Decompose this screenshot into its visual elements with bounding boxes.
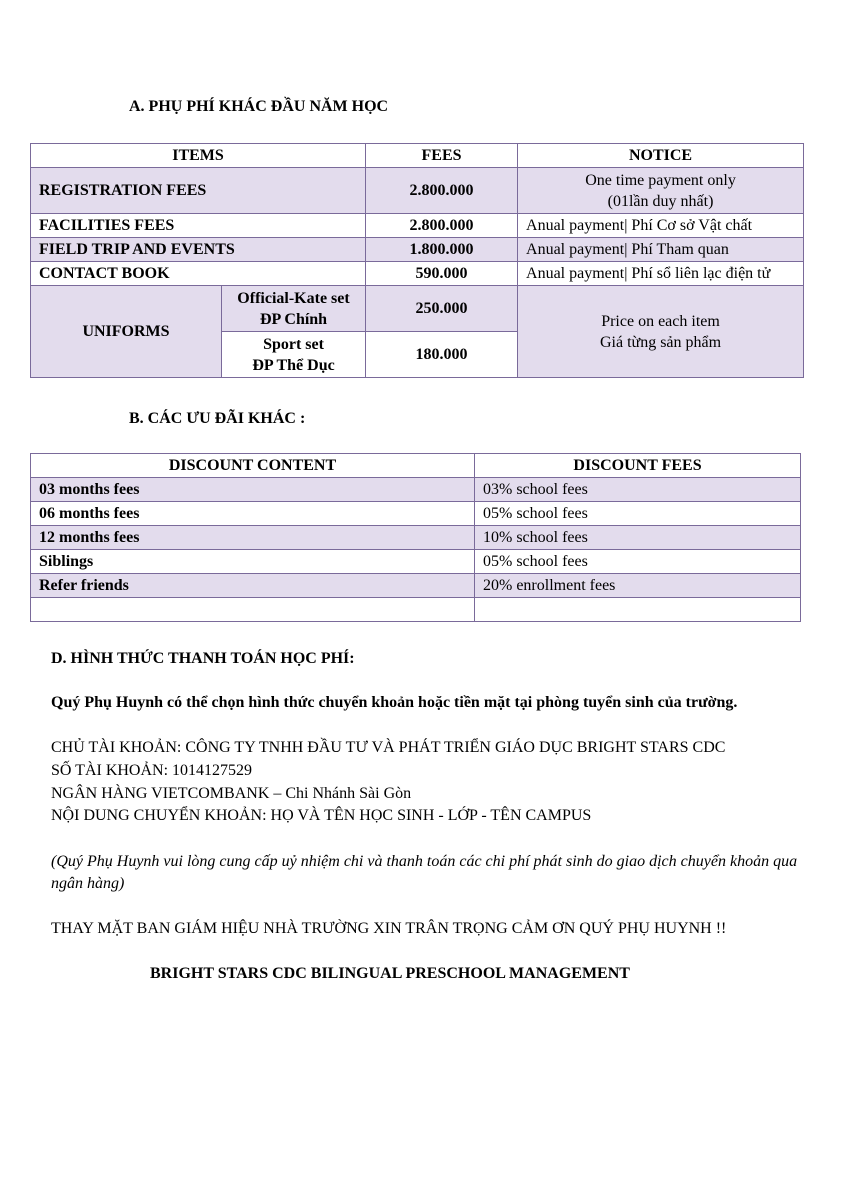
table-row-empty	[31, 598, 801, 622]
uniform-sport-line: ĐP Thể Dục	[252, 356, 335, 374]
table-row	[31, 168, 804, 214]
uniforms-notice-line: Giá từng sản phẩm	[599, 333, 722, 351]
section-a-title: A. PHỤ PHÍ KHÁC ĐẦU NĂM HỌC	[129, 98, 389, 115]
header-discount-fees: DISCOUNT FEES	[475, 454, 801, 478]
fee-cell: 590.000	[366, 262, 518, 286]
fee-cell: 1.800.000	[366, 238, 518, 262]
signature-line: BRIGHT STARS CDC BILINGUAL PRESCHOOL MANAGEMENT	[150, 965, 630, 982]
notice-line: One time payment only	[585, 171, 736, 189]
discount-content-cell: Siblings	[31, 550, 475, 574]
table-row	[31, 238, 804, 262]
account-number: SỐ TÀI KHOẢN: 1014127529	[51, 762, 253, 779]
notice-cell: Anual payment| Phí Cơ sở Vật chất	[518, 214, 804, 238]
discount-fee-cell: 10% school fees	[475, 526, 801, 550]
discount-content-cell: 06 months fees	[31, 502, 475, 526]
table-row	[31, 262, 804, 286]
item-cell: FIELD TRIP AND EVENTS	[31, 238, 366, 262]
notice-cell	[518, 168, 804, 214]
payment-intro: Quý Phụ Huynh có thể chọn hình thức chuyển khoản hoặc tiền mặt tại phòng tuyển sinh của trường.	[51, 694, 738, 711]
table-row	[31, 550, 801, 574]
table-row	[31, 502, 801, 526]
uniform-official-line: ĐP Chính	[259, 310, 328, 328]
bank-name: NGÂN HÀNG VIETCOMBANK – Chi Nhánh Sài Gòn	[51, 785, 412, 802]
table-row	[31, 574, 801, 598]
payment-note: (Quý Phụ Huynh vui lòng cung cấp uỷ nhiệm chi và thanh toán các chi phí phát sinh do giao dịch chuyển khoản qua ngân hàng)	[51, 853, 798, 892]
table-row-uniform-official	[31, 286, 804, 332]
uniforms-label: UNIFORMS	[31, 286, 222, 378]
discount-table-header	[31, 454, 801, 478]
header-items: ITEMS	[31, 144, 366, 168]
table-row	[31, 214, 804, 238]
account-owner: CHỦ TÀI KHOẢN: CÔNG TY TNHH ĐẦU TƯ VÀ PHÁT TRIỂN GIÁO DỤC BRIGHT STARS CDC	[51, 739, 726, 756]
notice-line: (01lần duy nhất)	[607, 192, 714, 210]
header-discount-content: DISCOUNT CONTENT	[31, 454, 475, 478]
discount-content-cell: Refer friends	[31, 574, 475, 598]
discount-content-cell: 12 months fees	[31, 526, 475, 550]
uniform-sport-cell	[222, 332, 366, 378]
section-b-title: B. CÁC ƯU ĐÃI KHÁC :	[129, 410, 306, 427]
discount-fee-cell	[475, 598, 801, 622]
discount-fee-cell: 05% school fees	[475, 550, 801, 574]
discount-fee-cell: 05% school fees	[475, 502, 801, 526]
section-d-title: D. HÌNH THỨC THANH TOÁN HỌC PHÍ:	[51, 650, 355, 667]
uniform-sport-line: Sport set	[263, 335, 324, 353]
fees-table-header	[31, 144, 804, 168]
table-row	[31, 478, 801, 502]
item-cell: FACILITIES FEES	[31, 214, 366, 238]
discount-table	[30, 453, 801, 622]
discount-fee-cell: 20% enrollment fees	[475, 574, 801, 598]
notice-cell: Anual payment| Phí sổ liên lạc điện tử	[518, 262, 804, 286]
thanks-line: THAY MẶT BAN GIÁM HIỆU NHÀ TRƯỜNG XIN TRÂN TRỌNG CẢM ƠN QUÝ PHỤ HUYNH !!	[51, 920, 727, 937]
fee-cell: 2.800.000	[366, 214, 518, 238]
discount-fee-cell: 03% school fees	[475, 478, 801, 502]
discount-content-cell	[31, 598, 475, 622]
fees-table	[30, 143, 804, 378]
uniform-sport-fee: 180.000	[366, 332, 518, 378]
uniforms-notice	[518, 286, 804, 378]
header-fees: FEES	[366, 144, 518, 168]
uniform-official-fee: 250.000	[366, 286, 518, 332]
uniform-official-line: Official-Kate set	[237, 289, 350, 307]
discount-content-cell: 03 months fees	[31, 478, 475, 502]
item-cell: CONTACT BOOK	[31, 262, 366, 286]
uniform-official-cell	[222, 286, 366, 332]
fee-cell: 2.800.000	[366, 168, 518, 214]
notice-cell: Anual payment| Phí Tham quan	[518, 238, 804, 262]
uniforms-notice-line: Price on each item	[601, 312, 720, 330]
header-notice: NOTICE	[518, 144, 804, 168]
transfer-content: NỘI DUNG CHUYỂN KHOẢN: HỌ VÀ TÊN HỌC SINH - LỚP - TÊN CAMPUS	[51, 807, 592, 824]
table-row	[31, 526, 801, 550]
item-cell: REGISTRATION FEES	[31, 168, 366, 214]
